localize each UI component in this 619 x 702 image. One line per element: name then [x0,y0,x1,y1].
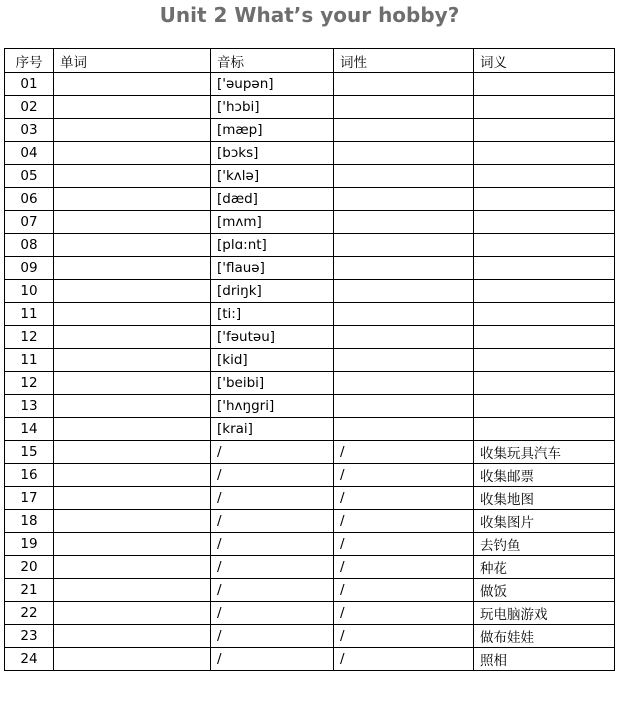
word-cell[interactable] [54,349,211,372]
meaning-cell [474,349,615,372]
word-cell[interactable] [54,487,211,510]
phonetic-cell: / [211,602,334,625]
vocabulary-table [4,48,615,671]
row-number-cell: 14 [5,418,54,441]
phonetic-cell: [driŋk] [211,280,334,303]
phonetic-cell: / [211,556,334,579]
part-of-speech-cell [334,142,474,165]
header-word: 单词 [54,49,211,73]
meaning-cell [474,142,615,165]
row-number-cell: 07 [5,211,54,234]
phonetic-cell: [mæp] [211,119,334,142]
table-row [5,579,615,602]
row-number-cell: 23 [5,625,54,648]
part-of-speech-cell [334,165,474,188]
phonetic-cell: ['flauə] [211,257,334,280]
meaning-cell [474,211,615,234]
row-number-cell: 16 [5,464,54,487]
phonetic-cell: ['kʌlə] [211,165,334,188]
part-of-speech-cell: / [334,441,474,464]
table-row [5,349,615,372]
part-of-speech-cell [334,73,474,96]
phonetic-cell: / [211,441,334,464]
phonetic-cell: / [211,533,334,556]
phonetic-cell: [bɔks] [211,142,334,165]
header-row [5,49,615,73]
word-cell[interactable] [54,326,211,349]
part-of-speech-cell [334,280,474,303]
row-number-cell: 12 [5,372,54,395]
part-of-speech-cell [334,303,474,326]
meaning-cell [474,96,615,119]
phonetic-cell: [krai] [211,418,334,441]
phonetic-cell: / [211,648,334,671]
meaning-cell [474,119,615,142]
part-of-speech-cell [334,96,474,119]
word-cell[interactable] [54,533,211,556]
table-row [5,119,615,142]
row-number-cell: 11 [5,349,54,372]
meaning-cell [474,395,615,418]
table-row [5,234,615,257]
table-row [5,418,615,441]
part-of-speech-cell: / [334,487,474,510]
phonetic-cell: [ti:] [211,303,334,326]
word-cell[interactable] [54,648,211,671]
row-number-cell: 12 [5,326,54,349]
table-row [5,280,615,303]
phonetic-cell: / [211,625,334,648]
row-number-cell: 03 [5,119,54,142]
word-cell[interactable] [54,510,211,533]
row-number-cell: 19 [5,533,54,556]
word-cell[interactable] [54,96,211,119]
header-phonetic: 音标 [211,49,334,73]
table-row [5,96,615,119]
meaning-cell: 玩电脑游戏 [474,602,615,625]
part-of-speech-cell: / [334,510,474,533]
meaning-cell: 收集邮票 [474,464,615,487]
meaning-cell [474,165,615,188]
word-cell[interactable] [54,119,211,142]
table-body [5,73,615,671]
part-of-speech-cell: / [334,556,474,579]
part-of-speech-cell: / [334,533,474,556]
row-number-cell: 24 [5,648,54,671]
row-number-cell: 08 [5,234,54,257]
row-number-cell: 20 [5,556,54,579]
table-row [5,602,615,625]
part-of-speech-cell: / [334,602,474,625]
row-number-cell: 10 [5,280,54,303]
phonetic-cell: [mʌm] [211,211,334,234]
row-number-cell: 13 [5,395,54,418]
table-row [5,257,615,280]
table-row [5,556,615,579]
row-number-cell: 04 [5,142,54,165]
part-of-speech-cell [334,234,474,257]
table-row [5,464,615,487]
part-of-speech-cell [334,211,474,234]
table-row [5,510,615,533]
table-row [5,303,615,326]
part-of-speech-cell: / [334,625,474,648]
part-of-speech-cell: / [334,464,474,487]
phonetic-cell: / [211,464,334,487]
part-of-speech-cell: / [334,648,474,671]
phonetic-cell: / [211,510,334,533]
meaning-cell [474,257,615,280]
phonetic-cell: ['hʌŋgri] [211,395,334,418]
word-cell[interactable] [54,602,211,625]
table-row [5,165,615,188]
word-cell[interactable] [54,280,211,303]
table-row [5,533,615,556]
word-cell[interactable] [54,165,211,188]
part-of-speech-cell [334,188,474,211]
phonetic-cell: [kid] [211,349,334,372]
phonetic-cell: / [211,579,334,602]
word-cell[interactable] [54,303,211,326]
meaning-cell [474,188,615,211]
row-number-cell: 21 [5,579,54,602]
meaning-cell: 收集地图 [474,487,615,510]
meaning-cell: 收集玩具汽车 [474,441,615,464]
phonetic-cell: ['əupən] [211,73,334,96]
meaning-cell: 去钓鱼 [474,533,615,556]
phonetic-cell: / [211,487,334,510]
row-number-cell: 17 [5,487,54,510]
row-number-cell: 15 [5,441,54,464]
meaning-cell [474,418,615,441]
word-cell[interactable] [54,188,211,211]
table-row [5,487,615,510]
word-cell[interactable] [54,464,211,487]
word-cell[interactable] [54,625,211,648]
word-cell[interactable] [54,441,211,464]
phonetic-cell: ['hɔbi] [211,96,334,119]
row-number-cell: 01 [5,73,54,96]
table-row [5,372,615,395]
word-cell[interactable] [54,142,211,165]
table-row [5,648,615,671]
part-of-speech-cell [334,257,474,280]
table-row [5,142,615,165]
meaning-cell [474,372,615,395]
page-title: Unit 2 What’s your hobby? [159,3,460,27]
row-number-cell: 02 [5,96,54,119]
table-row [5,188,615,211]
word-cell[interactable] [54,418,211,441]
word-cell[interactable] [54,372,211,395]
table-row [5,326,615,349]
word-cell[interactable] [54,257,211,280]
word-cell[interactable] [54,395,211,418]
phonetic-cell: [dæd] [211,188,334,211]
word-cell[interactable] [54,73,211,96]
word-cell[interactable] [54,579,211,602]
part-of-speech-cell [334,418,474,441]
row-number-cell: 05 [5,165,54,188]
header-meaning: 词义 [474,49,615,73]
meaning-cell [474,303,615,326]
word-cell[interactable] [54,211,211,234]
table-row [5,441,615,464]
phonetic-cell: ['fəutəu] [211,326,334,349]
table-row [5,211,615,234]
part-of-speech-cell: / [334,579,474,602]
part-of-speech-cell [334,372,474,395]
word-cell[interactable] [54,234,211,257]
table-row [5,625,615,648]
header-number: 序号 [5,49,54,73]
meaning-cell [474,280,615,303]
word-cell[interactable] [54,556,211,579]
row-number-cell: 06 [5,188,54,211]
meaning-cell: 照相 [474,648,615,671]
meaning-cell [474,234,615,257]
row-number-cell: 22 [5,602,54,625]
part-of-speech-cell [334,119,474,142]
header-part-of-speech: 词性 [334,49,474,73]
meaning-cell [474,73,615,96]
row-number-cell: 11 [5,303,54,326]
table-row [5,395,615,418]
row-number-cell: 18 [5,510,54,533]
part-of-speech-cell [334,395,474,418]
meaning-cell: 做布娃娃 [474,625,615,648]
meaning-cell: 收集图片 [474,510,615,533]
phonetic-cell: ['beibi] [211,372,334,395]
phonetic-cell: [plɑ:nt] [211,234,334,257]
part-of-speech-cell [334,326,474,349]
row-number-cell: 09 [5,257,54,280]
table-row [5,73,615,96]
meaning-cell: 做饭 [474,579,615,602]
meaning-cell [474,326,615,349]
meaning-cell: 种花 [474,556,615,579]
part-of-speech-cell [334,349,474,372]
